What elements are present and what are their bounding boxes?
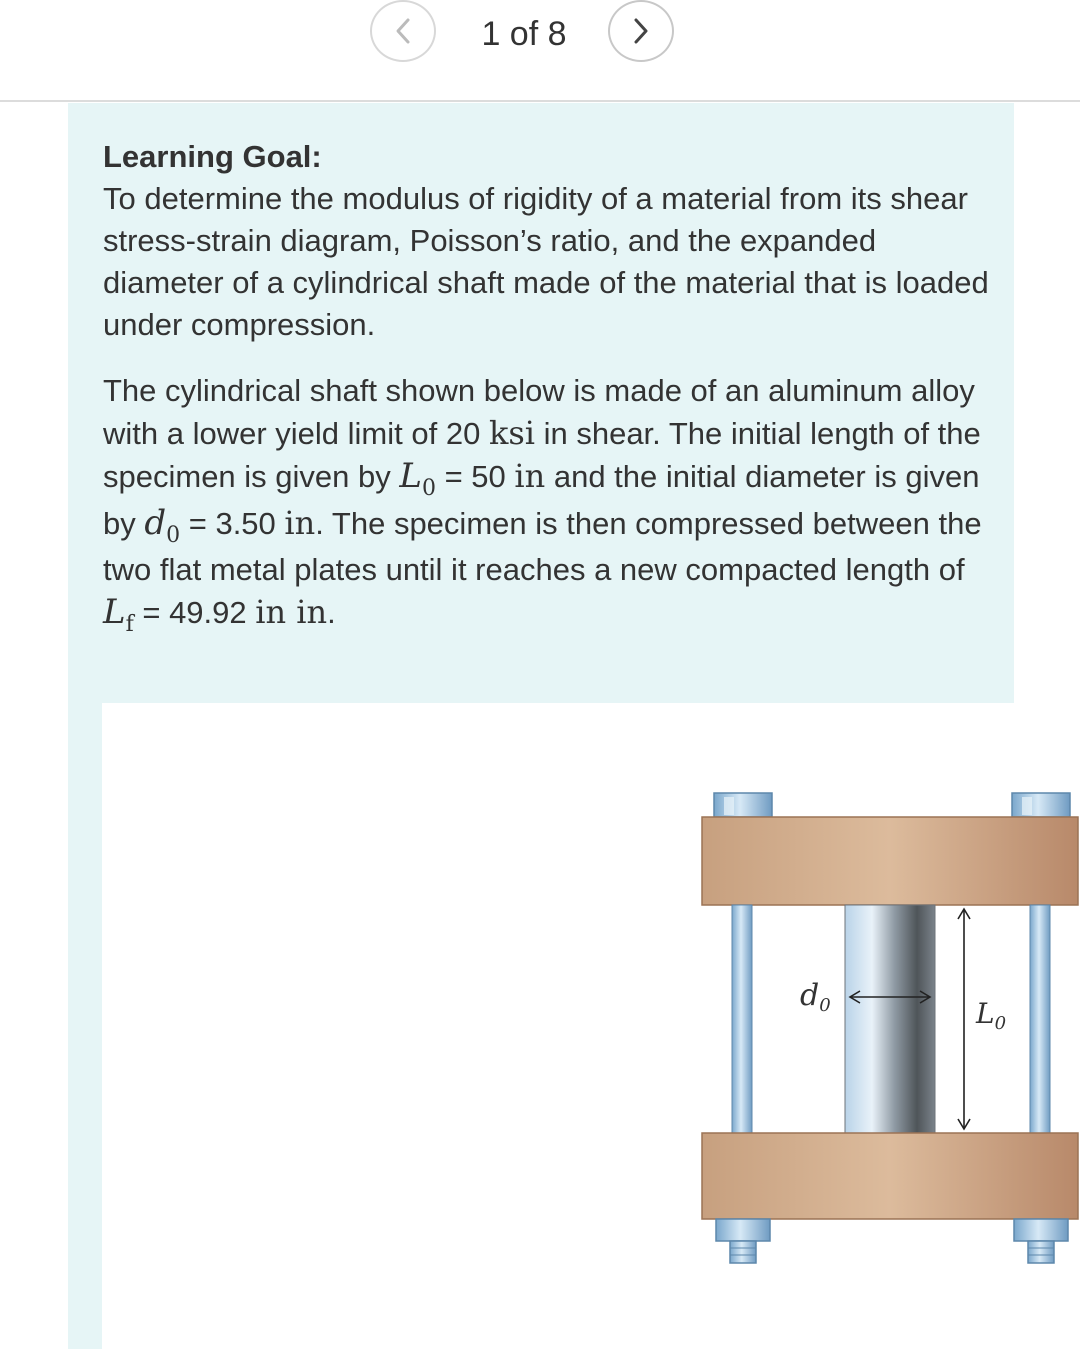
problem-text-8: .	[327, 595, 336, 630]
problem-text-6: . The specimen is then compressed between the two flat metal plates until it reaches a new compacted length of	[103, 506, 982, 587]
top-plate	[702, 817, 1078, 905]
problem-text-1: The cylindrical shaft shown below is made of an aluminum alloy with a lower yield limit of 20	[103, 373, 975, 451]
next-button[interactable]	[608, 0, 674, 62]
length-arrow	[958, 909, 970, 1129]
symbol-L0	[399, 456, 436, 501]
left-rod	[732, 905, 752, 1133]
unit-in-2: in	[284, 504, 316, 542]
chevron-left-icon	[392, 16, 414, 46]
bottom-left-nut	[716, 1219, 770, 1263]
previous-button[interactable]	[370, 0, 436, 62]
chevron-right-icon	[630, 16, 652, 46]
bottom-right-nut	[1014, 1219, 1068, 1263]
unit-ksi: ksi	[488, 414, 535, 452]
top-left-nut	[714, 793, 772, 817]
problem-text-4: and the initial diameter is given by	[103, 459, 980, 541]
learning-goal-text: To determine the modulus of rigidity of a material from its shear stress-strain diagram, Poisson’s ratio, and the expanded diameter of a cylindrical shaft made of the material that is loaded under compression.	[103, 181, 989, 342]
symbol-Lf-sub: f	[125, 612, 134, 637]
symbol-Lf-base: L	[103, 592, 126, 632]
unit-in-1: in	[514, 457, 546, 495]
shaft-compression-figure	[700, 785, 1080, 1275]
right-rod	[1030, 905, 1050, 1133]
symbol-L0-sub: 0	[421, 476, 436, 501]
problem-text-2: in shear. The initial length of the specimen is given by	[103, 416, 981, 494]
panel-strip	[68, 703, 102, 1349]
problem-text-7: = 49.92	[133, 595, 256, 630]
learning-goal	[103, 136, 1003, 346]
problem-statement	[103, 370, 1003, 638]
length-label: $L_0$	[976, 997, 1007, 1034]
symbol-Lf	[103, 592, 134, 637]
problem-text-3: = 50	[435, 459, 515, 494]
unit-in-3: in in	[255, 593, 328, 631]
cylindrical-shaft	[845, 905, 935, 1133]
symbol-d0-base: d	[144, 503, 167, 543]
symbol-d0	[144, 503, 181, 548]
page-counter: 1 of 8	[481, 15, 567, 53]
problem-text	[103, 136, 1003, 638]
pager-bar	[0, 0, 1080, 102]
symbol-L0-base: L	[399, 456, 422, 496]
problem-text-5: = 3.50	[180, 506, 285, 541]
top-right-nut	[1012, 793, 1070, 817]
bottom-plate	[702, 1133, 1078, 1219]
learning-goal-heading: Learning Goal:	[103, 139, 322, 174]
diameter-label: $d_0$	[800, 978, 831, 1016]
symbol-d0-sub: 0	[166, 523, 181, 548]
